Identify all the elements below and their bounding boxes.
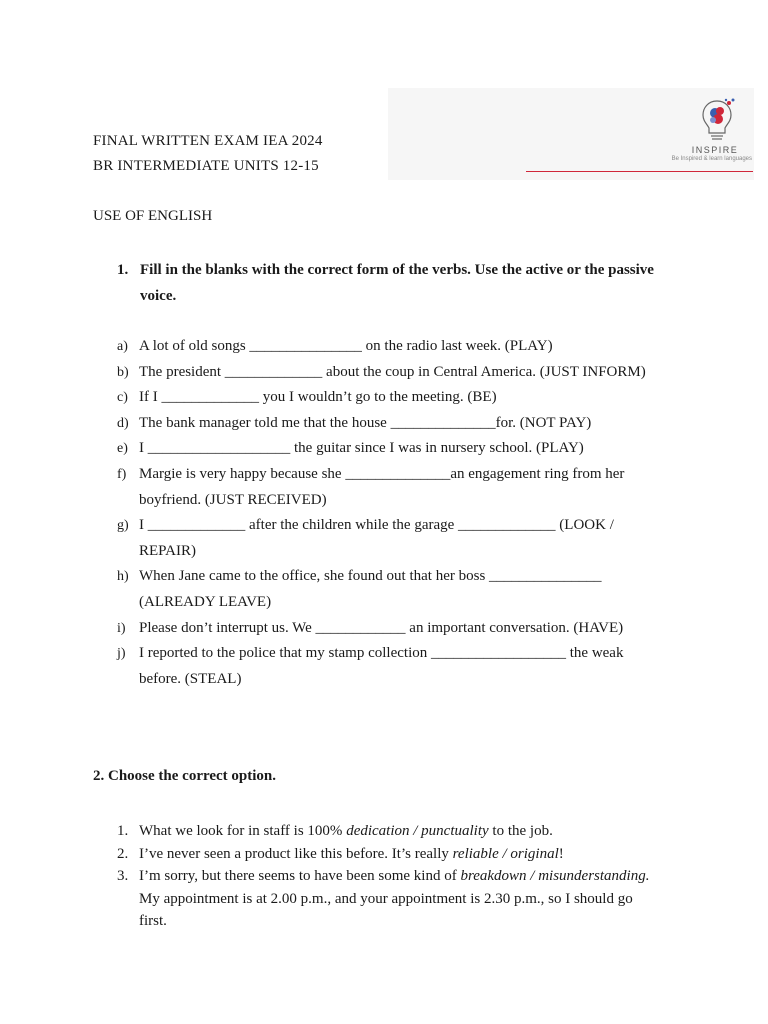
logo-divider [526, 171, 753, 172]
item-marker: 2. [117, 845, 129, 862]
item-marker: j) [117, 646, 126, 662]
item-text: I _____________ after the children while the garage _____________ (LOOK / REPAIR) [139, 517, 614, 559]
list-item [117, 641, 662, 692]
item-marker: g) [117, 518, 129, 534]
lightbulb-logo-icon [696, 98, 738, 142]
question-2-list [117, 820, 657, 933]
item-options: reliable / original [452, 845, 559, 862]
item-marker: h) [117, 569, 129, 585]
question-1-number: 1. [117, 262, 129, 278]
item-text: The president _____________ about the coup in Central America. (JUST INFORM) [139, 363, 646, 380]
item-options: breakdown / misunderstanding. [460, 868, 650, 884]
item-text: I’m sorry, but there seems to have been some kind of [139, 868, 461, 884]
item-marker: i) [117, 620, 126, 636]
item-text: I ___________________ the guitar since I was in nursery school. (PLAY) [139, 440, 584, 457]
list-item [117, 411, 662, 437]
question-1-instruction: Fill in the blanks with the correct form of the verbs. Use the active or the passive voice. [140, 262, 654, 304]
question-1-title [117, 257, 677, 309]
list-item [117, 360, 662, 386]
list-item [117, 616, 662, 642]
list-item [117, 865, 657, 933]
item-text: The bank manager told me that the house ______________for. (NOT PAY) [139, 414, 592, 431]
list-item [117, 513, 662, 564]
logo-wordmark: INSPIRE [691, 145, 739, 155]
list-item [117, 436, 662, 462]
list-item [117, 843, 657, 866]
item-marker: b) [117, 364, 129, 380]
item-text: to the job. [488, 823, 553, 839]
question-2-title: 2. Choose the correct option. [93, 768, 277, 784]
item-marker: 3. [117, 868, 129, 884]
logo-tagline: Be Inspired & learn languages [671, 156, 752, 162]
item-marker: c) [117, 390, 128, 406]
item-marker: f) [117, 466, 127, 482]
section-title: USE OF ENGLISH [93, 208, 213, 224]
list-item [117, 462, 662, 513]
exam-subtitle: BR INTERMEDIATE UNITS 12-15 [93, 158, 319, 174]
list-item [117, 564, 662, 615]
item-marker: 1. [117, 823, 129, 839]
item-text: ! [558, 845, 564, 862]
item-text: Please don’t interrupt us. We ____________ an important conversation. (HAVE) [139, 619, 624, 636]
item-marker: d) [117, 415, 129, 431]
item-text: Margie is very happy because she ______________an engagement ring from her boyfriend. (JUST RECEIVED) [139, 465, 625, 508]
item-text: My appointment is at 2.00 p.m., and your appointment is 2.30 p.m., so I should go first. [139, 890, 633, 929]
list-item [117, 385, 662, 411]
item-text: If I _____________ you I wouldn’t go to the meeting. (BE) [139, 389, 497, 406]
item-marker: e) [117, 441, 128, 457]
item-options: dedication / punctuality [346, 823, 489, 839]
item-text: I’ve never seen a product like this before. It’s really [139, 845, 453, 862]
question-1-list [117, 334, 662, 692]
list-item [117, 334, 662, 360]
item-text: A lot of old songs _______________ on the radio last week. (PLAY) [139, 338, 553, 354]
item-text: What we look for in staff is 100% [139, 823, 347, 839]
list-item [117, 820, 657, 843]
item-text: When Jane came to the office, she found out that her boss _______________ (ALREADY LEAVE) [139, 568, 602, 610]
item-marker: a) [117, 339, 128, 354]
item-text: I reported to the police that my stamp collection __________________ the weak before. (STEAL) [139, 645, 624, 687]
exam-title: FINAL WRITTEN EXAM IEA 2024 [93, 133, 323, 149]
